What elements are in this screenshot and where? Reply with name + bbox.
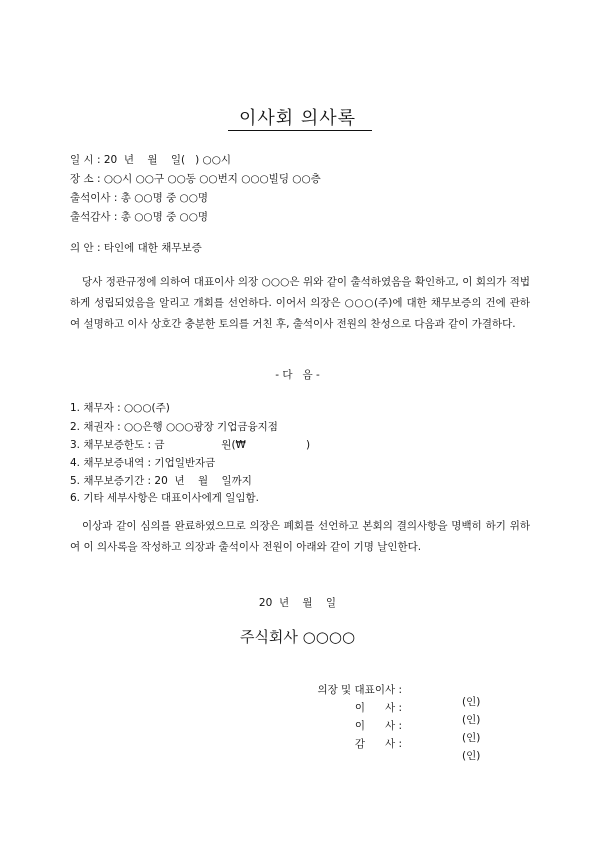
document-title: 이사회 의사록 [238, 108, 357, 129]
signature-label: 이 사 : [354, 720, 402, 732]
agenda-line: 의 안 : 타인에 대한 채무보증 [70, 242, 202, 254]
item-guarantee-period: 5. 채무보증기간 : 20 년 월 일까지 [70, 475, 252, 487]
signature-label: 이 사 : [354, 702, 402, 714]
section-heading: - 다 음 - [275, 369, 320, 381]
directors-present: 출석이사 : 총 ○○명 중 ○○명 [70, 192, 209, 204]
meeting-location: 장 소 : ○○시 ○○구 ○○동 ○○번지 ○○○빌딩 ○○층 [70, 173, 321, 185]
signature-row-auditor [0, 724, 595, 760]
item-guarantee-details: 4. 채무보증내역 : 기업일반자금 [70, 457, 216, 469]
auditors-present: 출석감사 : 총 ○○명 중 ○○명 [70, 211, 209, 223]
signature-label: 의장 및 대표이사 : [317, 684, 402, 696]
signing-date: 20 년 월 일 [258, 597, 337, 609]
item-other-matters: 6. 기타 세부사항은 대표이사에게 일임함. [70, 492, 259, 504]
signature-label: 감 사 : [354, 738, 402, 750]
seal-mark: (인) [462, 732, 481, 744]
meeting-datetime: 일 시 : 20 년 월 일( ) ○○시 [70, 154, 232, 166]
company-name: 주식회사 ○○○○ [239, 628, 356, 646]
opening-paragraph: 당사 정관규정에 의하여 대표이사 의장 ○○○은 위와 같이 출석하였음을 확인하고, 이 회의가 적법하게 성립되었음을 알리고 개회를 선언하다. 이어서 의장은 ○○○(주)에 대한 채무보증의 건에 관하여 설명하고 이사 상호간 충분한 토의를 거친 후, 출석이사 전원의 찬성으로 다음과 같이 가결하다. [70, 276, 530, 330]
title-underline [228, 130, 372, 131]
closing-paragraph: 이상과 같이 심의를 완료하였으므로 의장은 폐회를 선언하고 본회의 결의사항을 명백히 하기 위하여 이 의사록을 작성하고 의장과 출석이사 전원이 아래와 같이 기명 날인한다. [70, 520, 530, 553]
seal-mark: (인) [462, 696, 481, 708]
seal-mark: (인) [462, 750, 481, 762]
item-debtor: 1. 채무자 : ○○○(주) [70, 402, 170, 414]
seal-mark: (인) [462, 714, 481, 726]
item-creditor: 2. 채권자 : ○○은행 ○○○광장 기업금융지점 [70, 421, 278, 433]
item-guarantee-limit: 3. 채무보증한도 : 금 원(₩ ) [70, 439, 311, 451]
